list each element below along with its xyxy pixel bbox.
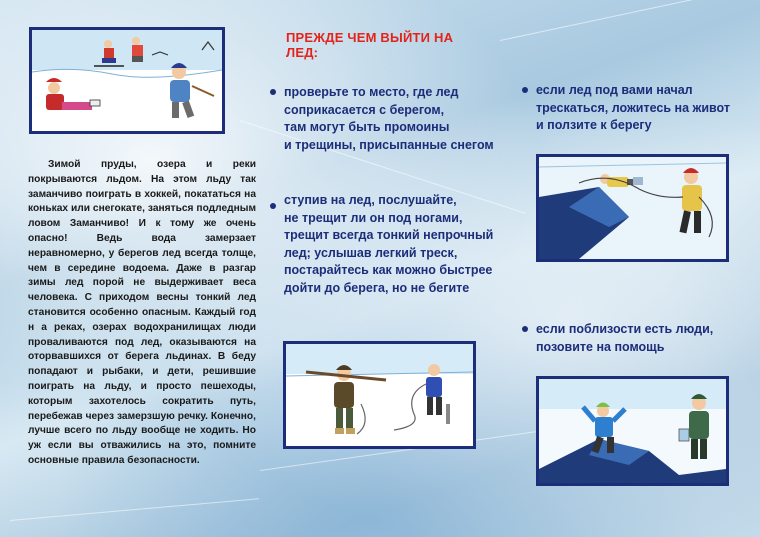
bullet-dot-icon xyxy=(522,87,528,93)
tip-crawl xyxy=(522,82,752,135)
tip-listen-ice xyxy=(270,192,510,297)
tip-text: если лед под вами начал трескаться, ложитесь на живот и ползите к берегу xyxy=(536,83,731,132)
tip-call-help xyxy=(522,321,752,356)
tip-text: если поблизости есть люди, позовите на помощь xyxy=(536,322,714,354)
bullet-dot-icon xyxy=(270,89,276,95)
bullet-dot-icon xyxy=(270,203,276,209)
ice-crack xyxy=(500,0,755,41)
bullet-dot-icon xyxy=(522,326,528,332)
page-title: ПРЕЖДЕ ЧЕМ ВЫЙТИ НА ЛЕД: xyxy=(286,30,454,60)
intro-paragraph: Зимой пруды, озера и реки покрываются льдом. На этом льду так заманчиво поиграть в хоккей, покататься на коньках или снегокате, заняться подледным ловом Заманчиво! И к тому же очень опасно! Ведь вода замерзает неравномерно, у берегов лед всегда толще, чем в середине водоема. Даже в разгар зимы лед порой не выдерживает веса человека. С приходом весны тонкий лед становится особенно опасным. Каждый год н а реках, озерах водохранилищах люди проваливаются под лед, оказываются на оторвавшихся от берега льдинах. В беду попадают и рыбаки, и дети, решившие поиграть на льду, и просто пешеходы, которым захотелось сократить путь, перебежав через замерзшую речку. Конечно, лучше всего по льду вообще не ходить. Но уж если вы отважились на это, помните основные правила безопасности. xyxy=(28,159,256,466)
ice-crack xyxy=(10,498,259,521)
tip-check-shore xyxy=(270,84,510,154)
tip-text: проверьте то место, где лед соприкасается с берегом, там могут быть промоины и трещины, присыпанные снегом xyxy=(284,85,494,152)
illustration-crawl-ice xyxy=(536,154,729,262)
illustration-kids-skating xyxy=(29,27,225,134)
illustration-fall-through xyxy=(536,376,729,486)
illustration-rope-rescue xyxy=(283,341,476,449)
tip-text: ступив на лед, послушайте, не трещит ли он под ногами, трещит всегда тонкий непрочный лед; услышав легкий треск, постарайтесь как можно быстрее дойти до берега, но не бегите xyxy=(284,193,494,295)
